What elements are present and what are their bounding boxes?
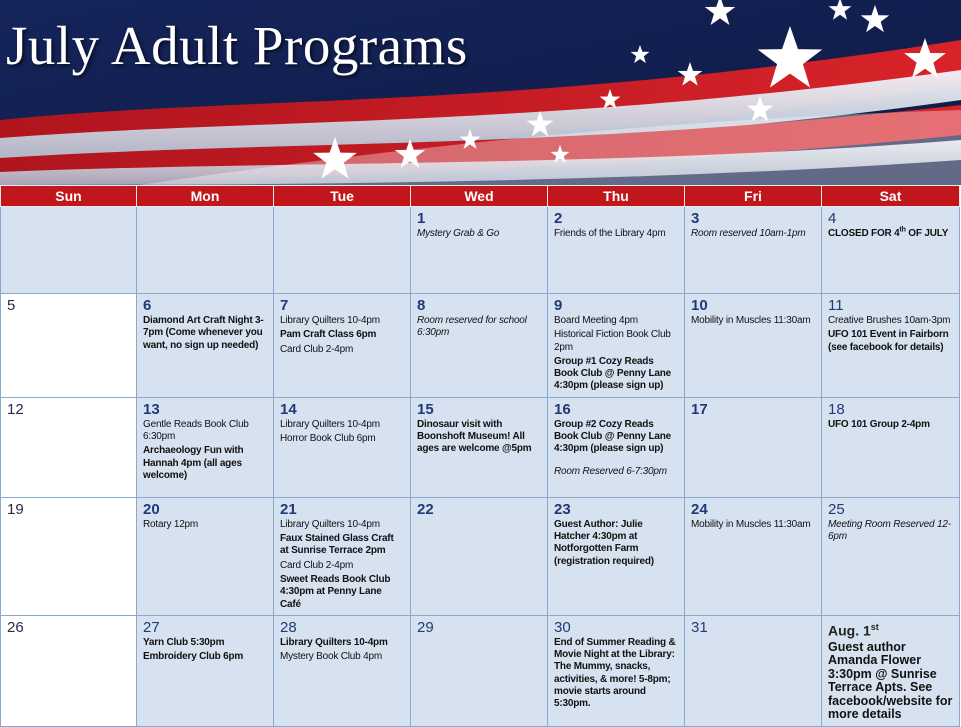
day-cell-8	[411, 294, 548, 398]
day-cell-31	[685, 615, 822, 726]
week-row	[1, 615, 960, 726]
day-number: 11	[828, 297, 844, 314]
event: Archaeology Fun with Hannah 4pm (all ages welcome)	[143, 445, 244, 481]
page-title: July Adult Programs	[6, 15, 468, 76]
day-cell-1	[411, 207, 548, 294]
event: Dinosaur visit with Boonshoft Museum! All ages are welcome @5pm	[417, 418, 532, 455]
day-cell-14	[274, 397, 411, 497]
event: Historical Fiction Book Club 2pm	[554, 329, 671, 353]
day-cell-12	[1, 397, 137, 497]
event: Mobility in Muscles 11:30am	[691, 518, 811, 530]
day-cell-empty	[274, 207, 411, 294]
week-row	[1, 207, 960, 294]
weekday-sun: Sun	[1, 186, 137, 207]
day-cell-17	[685, 397, 822, 497]
day-number: 9	[554, 297, 563, 314]
header-banner	[0, 0, 961, 185]
day-number: 8	[417, 297, 426, 314]
event: Sweet Reads Book Club 4:30pm at Penny Lane Café	[280, 573, 391, 610]
day-number: 31	[691, 618, 708, 636]
calendar-grid	[0, 185, 960, 727]
weekday-mon: Mon	[137, 186, 274, 207]
event: Library Quilters 10-4pm	[280, 315, 380, 326]
day-number	[828, 619, 953, 640]
event	[828, 228, 953, 240]
day-number: 16	[554, 400, 571, 418]
event: Rotary 12pm	[143, 518, 199, 530]
event: Mobility in Muscles 11:30am	[691, 315, 811, 326]
event: Meeting Room Reserved 12-6pm	[828, 518, 951, 543]
day-number-text: Aug. 1	[828, 622, 871, 639]
event: End of Summer Reading & Movie Night at the Library: The Mummy, snacks, activities, & more! 5-8pm; movie starts around 5:30pm.	[554, 636, 676, 710]
week-row	[1, 497, 960, 615]
day-number: 28	[280, 618, 297, 636]
event: Yarn Club 5:30pm	[143, 636, 225, 648]
event: Horror Book Club 6pm	[280, 433, 376, 445]
day-cell-28	[274, 615, 411, 726]
day-number: 18	[828, 400, 845, 418]
week-row	[1, 397, 960, 497]
event-text: CLOSED FOR 4	[828, 228, 900, 239]
event-text: OF JULY	[905, 228, 949, 239]
event: UFO 101 Event in Fairborn (see facebook for details)	[828, 329, 949, 353]
day-number: 17	[691, 400, 708, 418]
day-number: 13	[143, 400, 160, 418]
day-number: 12	[7, 400, 24, 418]
weekday-tue: Tue	[274, 186, 411, 207]
day-number: 4	[828, 210, 837, 227]
day-cell-2	[548, 207, 685, 294]
event: Mystery Book Club 4pm	[280, 651, 382, 663]
day-cell-21	[274, 497, 411, 615]
day-cell-27	[137, 615, 274, 726]
day-number: 19	[7, 500, 24, 518]
day-cell-22	[411, 497, 548, 615]
day-cell-23	[548, 497, 685, 615]
day-number: 15	[417, 400, 434, 418]
event: Guest author Amanda Flower 3:30pm @ Sunrise Terrace Apts. See facebook/website for more details	[828, 639, 953, 722]
day-cell-16	[548, 397, 685, 497]
event: Room Reserved 6-7:30pm	[554, 465, 667, 477]
day-cell-5	[1, 294, 137, 398]
event: Card Club 2-4pm	[280, 343, 354, 355]
day-number: 25	[828, 500, 845, 518]
event: Group #2 Cozy Reads Book Club @ Penny Lane 4:30pm (please sign up)	[554, 418, 672, 455]
day-number: 10	[691, 297, 708, 314]
day-number: 22	[417, 500, 434, 518]
day-number-suffix: st	[870, 621, 879, 632]
day-cell-7	[274, 294, 411, 398]
day-number: 6	[143, 297, 152, 314]
day-cell-29	[411, 615, 548, 726]
day-cell-11	[822, 294, 960, 398]
event: Room reserved 10am-1pm	[691, 228, 806, 239]
event: UFO 101 Group 2-4pm	[828, 418, 930, 430]
event: Faux Stained Glass Craft at Sunrise Terrace 2pm	[280, 533, 394, 557]
day-cell-15	[411, 397, 548, 497]
day-number: 27	[143, 618, 160, 636]
day-number: 7	[280, 297, 289, 314]
event-superscript: th	[899, 226, 906, 234]
event: Library Quilters 10-4pm	[280, 518, 380, 530]
event: Embroidery Club 6pm	[143, 651, 244, 663]
day-number: 1	[417, 210, 426, 227]
day-cell-4	[822, 207, 960, 294]
event: Guest Author: Julie Hatcher 4:30pm at Notforgotten Farm (registration required)	[554, 518, 654, 567]
day-number: 21	[280, 500, 297, 518]
event: Gentle Reads Book Club 6:30pm	[143, 418, 249, 443]
day-number: 20	[143, 500, 160, 518]
day-number: 29	[417, 618, 434, 636]
event: Friends of the Library 4pm	[554, 228, 666, 239]
weekday-header-row	[1, 186, 960, 207]
weekday-wed: Wed	[411, 186, 548, 207]
day-number: 14	[280, 400, 297, 418]
day-number: 24	[691, 500, 708, 518]
day-number: 23	[554, 500, 571, 518]
event: Card Club 2-4pm	[280, 559, 354, 571]
day-cell-empty	[137, 207, 274, 294]
day-cell-6	[137, 294, 274, 398]
event: Board Meeting 4pm	[554, 315, 638, 326]
day-number: 3	[691, 210, 700, 227]
day-cell-19	[1, 497, 137, 615]
day-cell-13	[137, 397, 274, 497]
weekday-thu: Thu	[548, 186, 685, 207]
week-row	[1, 294, 960, 398]
day-cell-20	[137, 497, 274, 615]
day-cell-aug-1	[822, 615, 960, 726]
day-cell-18	[822, 397, 960, 497]
day-cell-empty	[1, 207, 137, 294]
day-cell-30	[548, 615, 685, 726]
day-number: 30	[554, 618, 571, 636]
event: Diamond Art Craft Night 3-7pm (Come whenever you want, no sign up needed)	[143, 315, 264, 351]
weekday-sat: Sat	[822, 186, 960, 207]
weekday-fri: Fri	[685, 186, 822, 207]
day-number: 2	[554, 210, 563, 227]
day-cell-9	[548, 294, 685, 398]
event: Creative Brushes 10am-3pm	[828, 315, 951, 326]
day-cell-25	[822, 497, 960, 615]
event: Group #1 Cozy Reads Book Club @ Penny Lane 4:30pm (please sign up)	[554, 355, 672, 392]
day-number: 5	[7, 297, 16, 314]
day-cell-24	[685, 497, 822, 615]
day-cell-26	[1, 615, 137, 726]
event: Mystery Grab & Go	[417, 228, 500, 239]
day-number: 26	[7, 618, 24, 636]
event: Library Quilters 10-4pm	[280, 418, 380, 430]
day-cell-10	[685, 294, 822, 398]
event: Library Quilters 10-4pm	[280, 636, 388, 648]
event: Room reserved for school 6:30pm	[417, 315, 527, 339]
day-cell-3	[685, 207, 822, 294]
event: Pam Craft Class 6pm	[280, 329, 377, 341]
